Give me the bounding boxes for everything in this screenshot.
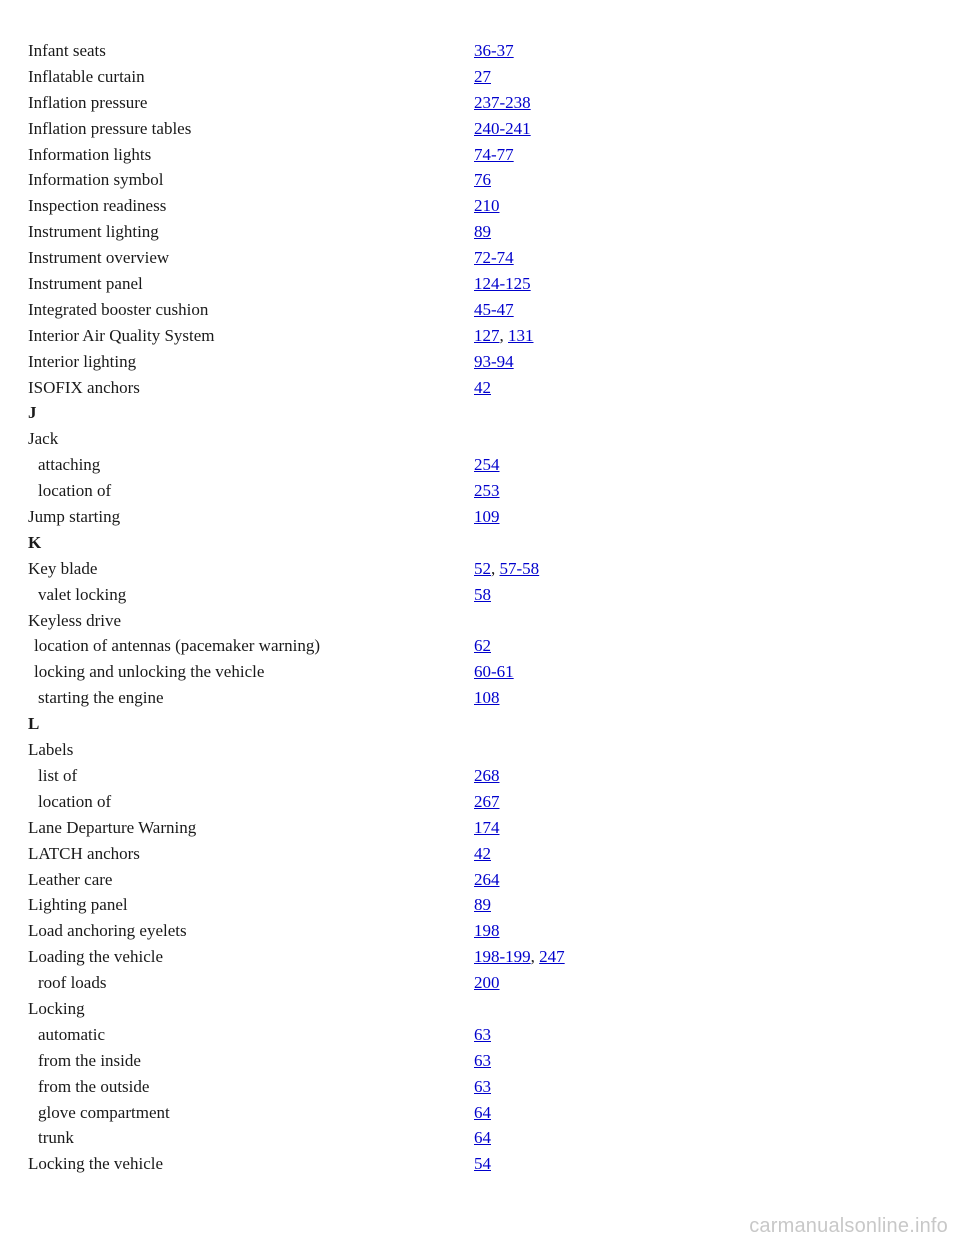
index-entry — [28, 90, 928, 116]
page-link[interactable]: 52 — [474, 558, 491, 578]
watermark: carmanualsonline.info — [749, 1215, 948, 1237]
index-entry — [28, 245, 928, 271]
page-link[interactable]: 124-125 — [474, 274, 531, 294]
index-term: from the outside — [38, 1076, 150, 1096]
page-references — [474, 1022, 491, 1048]
page-references — [474, 841, 491, 867]
index-letter-heading — [28, 530, 928, 556]
page-references — [474, 64, 491, 90]
index-entry — [28, 815, 928, 841]
index-entry — [28, 1100, 928, 1126]
page-references — [474, 1100, 491, 1126]
page-link[interactable]: 89 — [474, 895, 491, 915]
page-references — [474, 1074, 491, 1100]
page-link[interactable]: 64 — [474, 1128, 491, 1148]
index-entry — [28, 659, 928, 685]
index-entry — [28, 116, 928, 142]
index-term: location of antennas (pacemaker warning) — [34, 636, 321, 656]
index-entry — [28, 426, 928, 452]
index-term: from the inside — [38, 1050, 141, 1070]
index-term: Inflation pressure — [28, 92, 148, 112]
page-link[interactable]: 58 — [474, 584, 491, 604]
index-term: Interior lighting — [28, 351, 137, 371]
index-entry — [28, 504, 928, 530]
index-term: J — [28, 403, 37, 423]
page-references — [474, 271, 531, 297]
page-link[interactable]: 74-77 — [474, 144, 514, 164]
index-entry — [28, 996, 928, 1022]
index-term: Jump starting — [28, 507, 121, 527]
page-link[interactable]: 62 — [474, 636, 491, 656]
index-term: location of — [38, 481, 112, 501]
page-link[interactable]: 93-94 — [474, 351, 514, 371]
page-references — [474, 789, 500, 815]
page-link[interactable]: 198 — [474, 921, 500, 941]
page-references — [474, 1125, 491, 1151]
page-link[interactable]: 108 — [474, 688, 500, 708]
page-references — [474, 375, 491, 401]
index-entry — [28, 1074, 928, 1100]
page-link[interactable]: 200 — [474, 973, 500, 993]
index-entry — [28, 323, 928, 349]
index-entry — [28, 1151, 928, 1177]
index-term: Integrated booster cushion — [28, 299, 209, 319]
page-references — [474, 582, 491, 608]
page-references — [474, 142, 514, 168]
index-term: locking and unlocking the vehicle — [34, 662, 265, 682]
index-term: Keyless drive — [28, 610, 122, 630]
index-term: Jack — [28, 429, 59, 449]
index-term: Inflation pressure tables — [28, 118, 192, 138]
index-entry — [28, 1048, 928, 1074]
index-term: Information symbol — [28, 170, 164, 190]
index-entry — [28, 970, 928, 996]
index-letter-heading — [28, 711, 928, 737]
page-references — [474, 1048, 491, 1074]
index-entry — [28, 633, 928, 659]
page-references — [474, 349, 514, 375]
index-letter-heading — [28, 400, 928, 426]
index-entry — [28, 452, 928, 478]
page-link[interactable]: 109 — [474, 507, 500, 527]
page-link[interactable]: 64 — [474, 1102, 491, 1122]
index-entry — [28, 789, 928, 815]
index-term: Loading the vehicle — [28, 947, 164, 967]
index-entry — [28, 944, 928, 970]
index-entry — [28, 556, 928, 582]
index-term: Locking — [28, 998, 85, 1018]
index-term: Load anchoring eyelets — [28, 921, 187, 941]
index-entry — [28, 1022, 928, 1048]
index-term: list of — [38, 765, 78, 785]
index-entry — [28, 375, 928, 401]
index-term: starting the engine — [38, 688, 164, 708]
page-references — [474, 193, 500, 219]
page-references — [474, 452, 500, 478]
index-term: ISOFIX anchors — [28, 377, 140, 397]
index-entry — [28, 867, 928, 893]
page-link[interactable]: 267 — [474, 791, 500, 811]
page-references — [474, 219, 491, 245]
page-link[interactable]: 42 — [474, 843, 491, 863]
index-term: K — [28, 532, 42, 552]
page-link[interactable]: 237-238 — [474, 92, 531, 112]
index-entry — [28, 349, 928, 375]
page-link[interactable]: 45-47 — [474, 299, 514, 319]
page-separator: , — [499, 325, 508, 345]
index-term: roof loads — [38, 973, 107, 993]
page-link[interactable]: 247 — [539, 947, 565, 967]
page-link[interactable]: 76 — [474, 170, 491, 190]
index-entry — [28, 892, 928, 918]
page-link[interactable]: 27 — [474, 66, 491, 86]
page-references — [474, 116, 531, 142]
index-list — [28, 38, 928, 1177]
page-link[interactable]: 253 — [474, 481, 500, 501]
page-references — [474, 167, 491, 193]
index-entry — [28, 841, 928, 867]
page-references — [474, 685, 500, 711]
page-link[interactable]: 36-37 — [474, 41, 514, 60]
page-link[interactable]: 268 — [474, 765, 500, 785]
page-references — [474, 504, 500, 530]
page-references — [474, 1151, 491, 1177]
index-entry — [28, 608, 928, 634]
index-entry — [28, 297, 928, 323]
page-references — [474, 892, 491, 918]
page-link[interactable]: 72-74 — [474, 248, 514, 268]
index-term: Lighting panel — [28, 895, 128, 915]
index-entry — [28, 142, 928, 168]
index-entry — [28, 64, 928, 90]
page-link[interactable]: 174 — [474, 817, 500, 837]
page-link[interactable]: 60-61 — [474, 662, 514, 682]
page-link[interactable]: 240-241 — [474, 118, 531, 138]
index-term: Instrument lighting — [28, 222, 159, 242]
index-term: location of — [38, 791, 112, 811]
page-references — [474, 323, 534, 349]
page-link[interactable]: 198-199 — [474, 947, 531, 967]
index-term: Information lights — [28, 144, 152, 164]
index-term: Instrument panel — [28, 274, 143, 294]
page-references — [474, 245, 514, 271]
index-entry — [28, 478, 928, 504]
page-references — [474, 38, 514, 64]
index-entry — [28, 737, 928, 763]
index-term: L — [28, 714, 40, 734]
index-entry — [28, 685, 928, 711]
index-term: Locking the vehicle — [28, 1154, 164, 1174]
index-term: Infant seats — [28, 41, 106, 60]
index-entry — [28, 918, 928, 944]
page-link[interactable]: 210 — [474, 196, 500, 216]
index-term: Labels — [28, 740, 74, 760]
index-term: valet locking — [38, 584, 127, 604]
page-link[interactable]: 89 — [474, 222, 491, 242]
index-entry — [28, 1125, 928, 1151]
index-term: trunk — [38, 1128, 74, 1148]
page-references — [474, 478, 500, 504]
page-link[interactable]: 63 — [474, 1076, 491, 1096]
page-link[interactable]: 63 — [474, 1050, 491, 1070]
page-link[interactable]: 254 — [474, 455, 500, 475]
index-term: Leather care — [28, 869, 113, 889]
index-term: LATCH anchors — [28, 843, 140, 863]
index-entry — [28, 167, 928, 193]
page-references — [474, 633, 491, 659]
index-term: Inflatable curtain — [28, 66, 145, 86]
page-link[interactable]: 63 — [474, 1024, 491, 1044]
page-link[interactable]: 42 — [474, 377, 491, 397]
index-entry — [28, 582, 928, 608]
page-separator: , — [491, 558, 500, 578]
index-term: Key blade — [28, 558, 98, 578]
page-link[interactable]: 57-58 — [499, 558, 540, 578]
index-term: Instrument overview — [28, 248, 170, 268]
page-separator: , — [530, 947, 540, 967]
page-references — [474, 659, 514, 685]
page-references — [474, 970, 500, 996]
page-link[interactable]: 54 — [474, 1154, 491, 1174]
page-references — [474, 815, 500, 841]
page-references — [474, 90, 531, 116]
index-entry — [28, 763, 928, 789]
page-references — [474, 763, 500, 789]
index-entry — [28, 271, 928, 297]
page-references — [474, 556, 539, 582]
page-link[interactable]: 127 — [474, 325, 500, 345]
index-term: Inspection readiness — [28, 196, 167, 216]
index-entry — [28, 219, 928, 245]
page-link[interactable]: 264 — [474, 869, 500, 889]
index-term: attaching — [38, 455, 101, 475]
index-term: automatic — [38, 1024, 106, 1044]
page-link[interactable]: 131 — [508, 325, 534, 345]
page-references — [474, 297, 514, 323]
index-term: glove compartment — [38, 1102, 170, 1122]
page-references — [474, 944, 565, 970]
page-references — [474, 867, 500, 893]
page-references — [474, 918, 500, 944]
index-entry — [28, 38, 928, 64]
index-term: Interior Air Quality System — [28, 325, 215, 345]
index-term: Lane Departure Warning — [28, 817, 197, 837]
index-entry — [28, 193, 928, 219]
